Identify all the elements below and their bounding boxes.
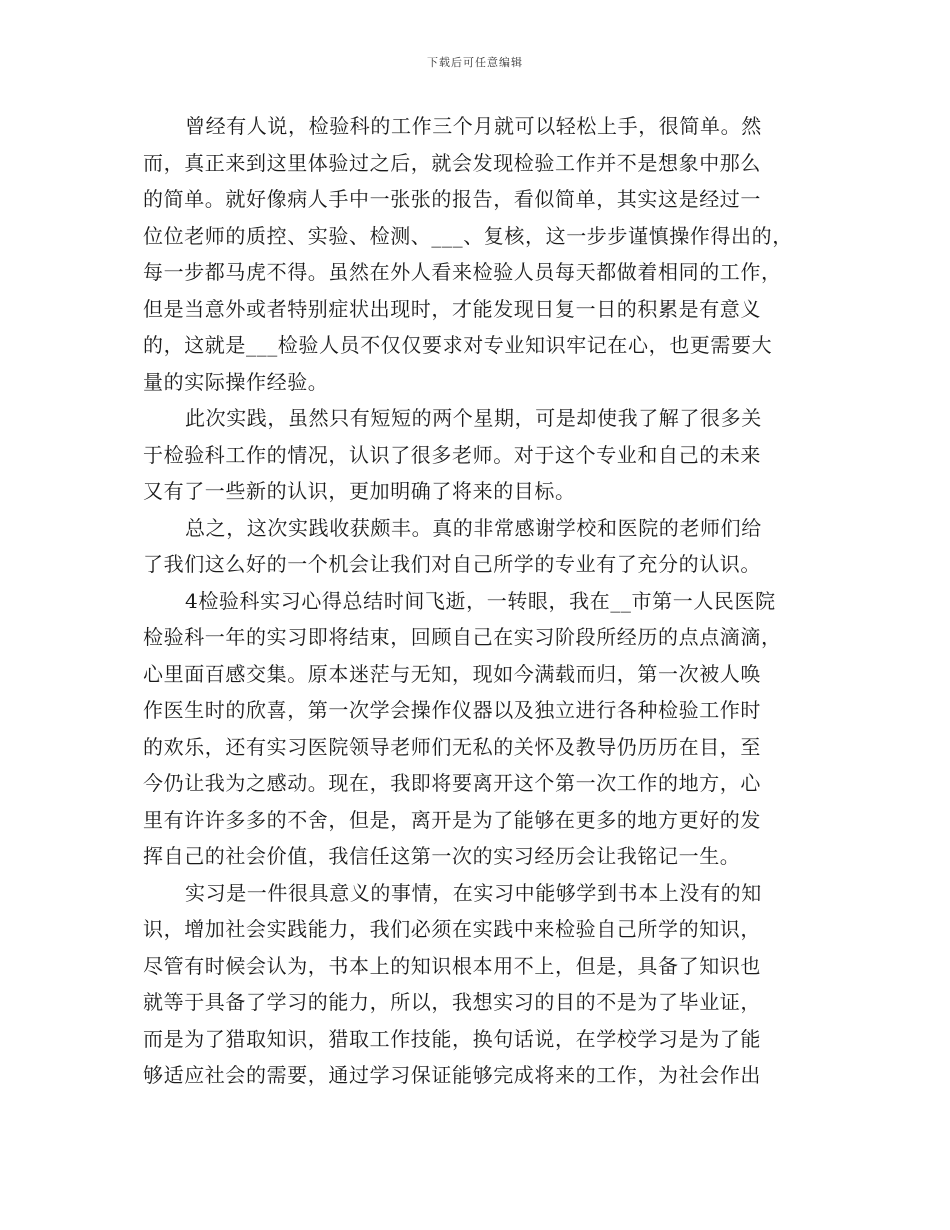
paragraph-line: 而，真正来到这里体验过之后，就会发现检验工作并不是想象中那么: [143, 150, 761, 175]
paragraph-line: 量的实际操作经验。: [143, 369, 329, 394]
paragraph-line: 而是为了猎取知识，猎取工作技能，换句话说，在学校学习是为了能: [143, 1026, 761, 1051]
paragraph-line: 曾经有人说，检验科的工作三个月就可以轻松上手，很简单。然: [185, 114, 762, 138]
page-header: 下载后可任意编辑: [427, 56, 523, 69]
paragraph-line: 总之，这次实践收获颇丰。真的非常感谢学校和医院的老师们给: [185, 515, 762, 540]
paragraph-line: 里有许许多多的不舍，但是，离开是为了能够在更多的地方更好的发: [143, 807, 761, 832]
paragraph-line: 识，增加社会实践能力，我们必须在实践中来检验自己所学的知识，: [143, 917, 761, 941]
paragraph-line: 又有了一些新的认识，更加明确了将来的目标。: [143, 479, 576, 503]
paragraph-line: 作医生时的欣喜，第一次学会操作仪器以及独立进行各种检验工作时: [143, 698, 761, 722]
paragraph-line: 4检验科实习心得总结时间飞逝，一转眼，我在__市第一人民医院: [185, 588, 776, 613]
paragraph-line: 每一步都马虎不得。虽然在外人看来检验人员每天都做着相同的工作，: [143, 260, 782, 284]
paragraph-line: 于检验科工作的情况，认识了很多老师。对于这个专业和自己的未来: [143, 442, 761, 467]
paragraph-line: 实习是一件很具意义的事情，在实习中能够学到书本上没有的知: [185, 880, 762, 905]
document-body: [143, 108, 813, 1094]
paragraph-line: 此次实践，虽然只有短短的两个星期，可是却使我了解了很多关: [185, 406, 762, 430]
paragraph-line: 够适应社会的需要，通过学习保证能够完成将来的工作，为社会作出: [143, 1063, 761, 1087]
paragraph-line: 位位老师的质控、实验、检测、___、复核，这一步步谨慎操作得出的，: [143, 223, 793, 248]
paragraph-line: 的欢乐，还有实习医院领导老师们无私的关怀及教导仍历历在目，至: [143, 734, 761, 759]
paragraph-line: 尽管有时候会认为，书本上的知识根本用不上，但是，具备了知识也: [143, 953, 761, 978]
paragraph-line: 但是当意外或者特别症状出现时，才能发现日复一日的积累是有意义: [143, 296, 761, 321]
paragraph-line: 检验科一年的实习即将结束，回顾自己在实习阶段所经历的点点滴滴，: [143, 625, 782, 649]
paragraph-line: 今仍让我为之感动。现在，我即将要离开这个第一次工作的地方，心: [143, 771, 761, 795]
paragraph-line: 挥自己的社会价值，我信任这第一次的实习经历会让我铭记一生。: [143, 844, 741, 868]
paragraph-line: 的，这就是___检验人员不仅仅要求对专业知识牢记在心，也更需要大: [143, 333, 773, 357]
paragraph-line: 的简单。就好像病人手中一张张的报告，看似简单，其实这是经过一: [143, 187, 761, 211]
paragraph-line: 了我们这么好的一个机会让我们对自己所学的专业有了充分的认识。: [143, 552, 761, 576]
paragraph-line: 就等于具备了学习的能力，所以，我想实习的目的不是为了毕业证，: [143, 990, 761, 1014]
paragraph-line: 心里面百感交集。原本迷茫与无知，现如今满载而归，第一次被人唤: [143, 661, 761, 686]
